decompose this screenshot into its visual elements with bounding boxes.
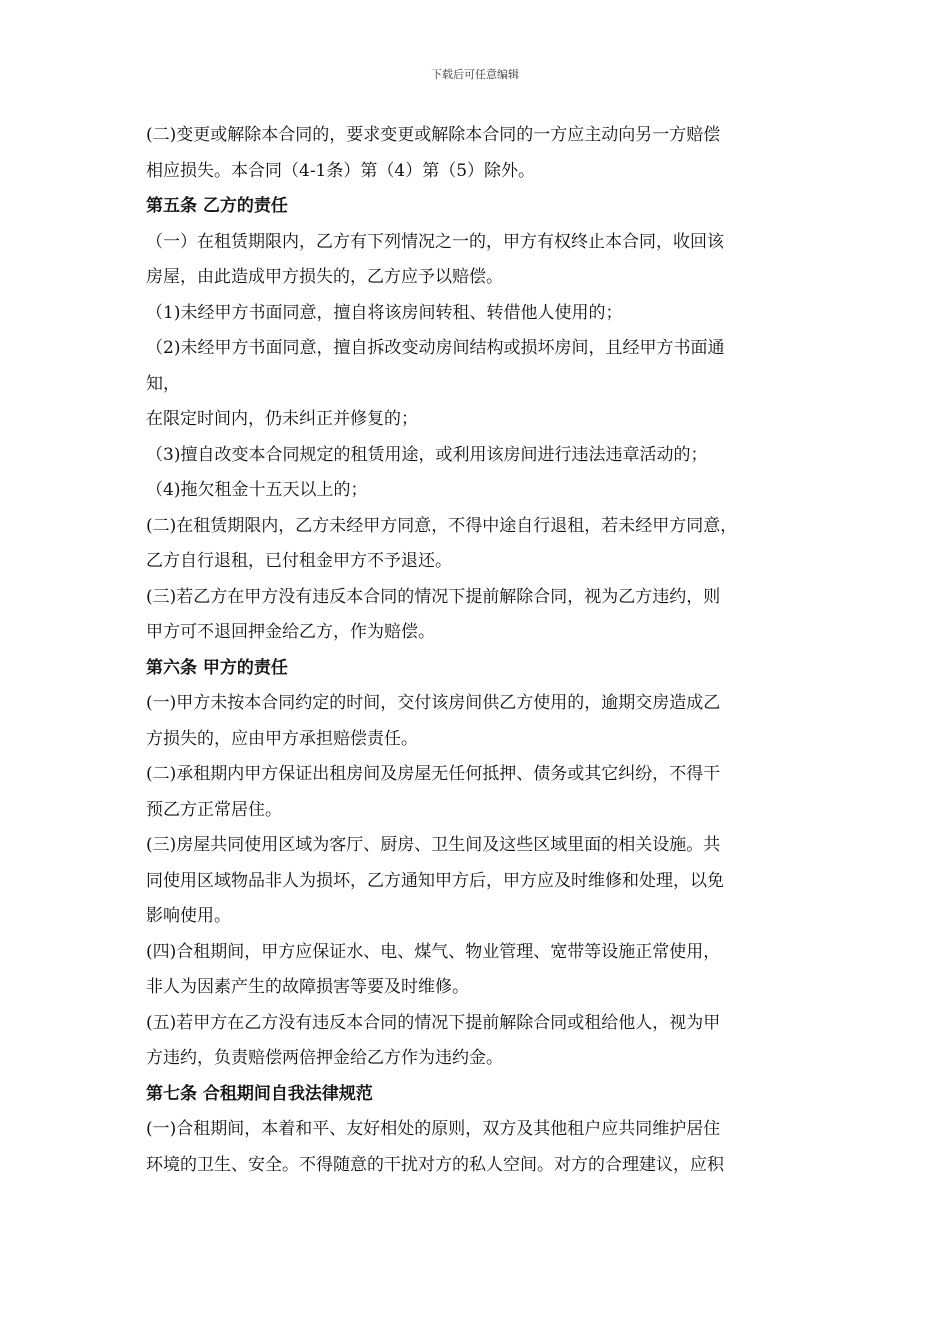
section-heading: 第六条 甲方的责任 — [146, 657, 288, 678]
text-line: (二)承租期内甲方保证出租房间及房屋无任何抵押、债务或其它纠纷，不得干 — [146, 764, 721, 784]
text-line: (三)若乙方在甲方没有违反本合同的情况下提前解除合同，视为乙方违约，则 — [146, 586, 721, 607]
text-line: （1)未经甲方书面同意，擅自将该房间转租、转借他人使用的； — [146, 302, 623, 323]
text-line: (二)在租赁期限内，乙方未经甲方同意，不得中途自行退租，若未经甲方同意， — [146, 515, 738, 536]
section-heading: 第五条 乙方的责任 — [146, 196, 288, 216]
text-line: 知， — [146, 373, 180, 394]
text-line: (三)房屋共同使用区域为客厅、厨房、卫生间及这些区域里面的相关设施。共 — [146, 835, 721, 855]
text-line: （3)擅自改变本合同规定的租赁用途，或利用该房间进行违法违章活动的； — [146, 444, 708, 465]
text-line: (一)合租期间，本着和平、友好相处的原则，双方及其他租户应共同维护居住 — [146, 1119, 721, 1139]
section-heading: 第七条 合租期间自我法律规范 — [146, 1083, 373, 1104]
text-line: （一）在租赁期限内，乙方有下列情况之一的，甲方有权终止本合同，收回该 — [146, 231, 724, 252]
text-line: (二)变更或解除本合同的，要求变更或解除本合同的一方应主动向另一方赔偿 — [146, 125, 721, 145]
text-line: 房屋，由此造成甲方损失的，乙方应予以赔偿。 — [146, 267, 503, 287]
text-line: 同使用区域物品非人为损坏，乙方通知甲方后，甲方应及时维修和处理，以免 — [146, 870, 724, 891]
text-line: 方损失的，应由甲方承担赔偿责任。 — [146, 728, 418, 749]
text-line: 环境的卫生、安全。不得随意的干扰对方的私人空间。对方的合理建议，应积 — [146, 1154, 724, 1175]
text-line: 方违约，负责赔偿两倍押金给乙方作为违约金。 — [146, 1048, 503, 1068]
text-line: 相应损失。本合同（4-1条）第（4）第（5）除外。 — [146, 160, 536, 181]
text-line: 甲方可不退回押金给乙方，作为赔偿。 — [146, 622, 435, 642]
text-line: (五)若甲方在乙方没有违反本合同的情况下提前解除合同或租给他人，视为甲 — [146, 1012, 721, 1033]
text-line: 非人为因素产生的故障损害等要及时维修。 — [146, 977, 469, 997]
text-line: 在限定时间内，仍未纠正并修复的； — [146, 409, 418, 429]
text-line: 影响使用。 — [146, 906, 231, 926]
text-line: （4)拖欠租金十五天以上的； — [146, 480, 368, 500]
text-line: 预乙方正常居住。 — [146, 799, 282, 820]
text-line: (一)甲方未按本合同约定的时间，交付该房间供乙方使用的，逾期交房造成乙 — [146, 693, 721, 713]
text-line: (四)合租期间，甲方应保证水、电、煤气、物业管理、宽带等设施正常使用， — [146, 941, 721, 962]
document-body — [146, 118, 806, 1183]
page-header: 下载后可任意编辑 — [431, 68, 519, 81]
text-line: 乙方自行退租，已付租金甲方不予退还。 — [146, 551, 452, 571]
text-line: （2)未经甲方书面同意，擅自拆改变动房间结构或损坏房间，且经甲方书面通 — [146, 338, 725, 358]
